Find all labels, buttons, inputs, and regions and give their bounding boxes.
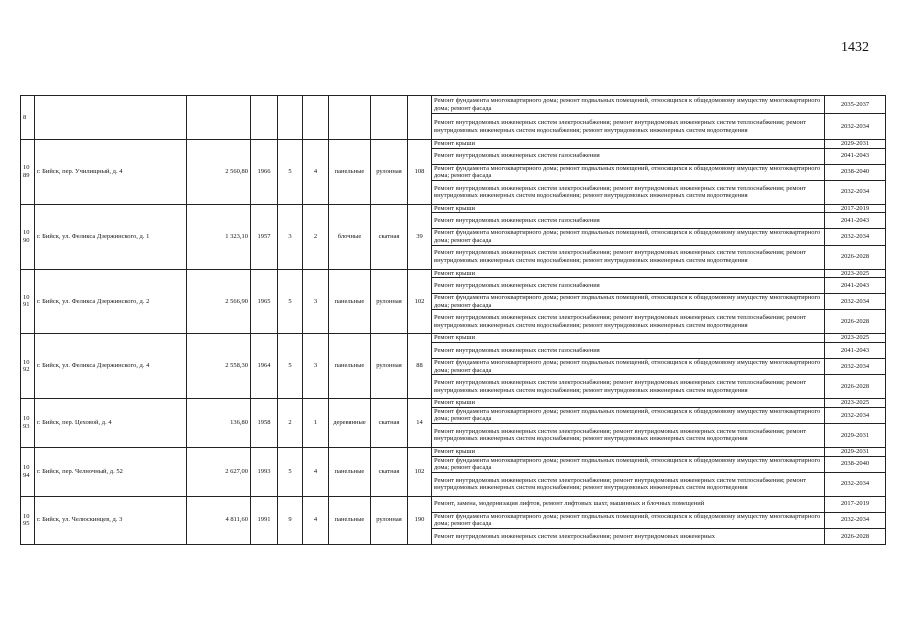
work-description-cell: Ремонт внутридомовых инженерных систем электроснабжения; ремонт внутридомовых инженерных — [432, 528, 825, 544]
work-description-cell: Ремонт внутридомовых инженерных систем газоснабжения — [432, 342, 825, 358]
work-description-cell: Ремонт внутридомовых инженерных систем газоснабжения — [432, 213, 825, 229]
work-period-cell: 2026-2028 — [825, 310, 886, 334]
address-cell: г. Бийск, ул. Феликса Дзержинского, д. 1 — [35, 204, 187, 269]
work-description-cell: Ремонт фундамента многоквартирного дома; ремонт подвальных помещений, относящихся к общедомовому имуществу многоквартирного дома; ремонт фасада — [432, 456, 825, 472]
work-period-cell: 2038-2040 — [825, 456, 886, 472]
floors-cell — [278, 96, 303, 140]
table-row — [21, 447, 886, 456]
row-number: 1093 — [21, 399, 35, 448]
work-period-cell: 2026-2028 — [825, 528, 886, 544]
roof-type-cell: рулонная — [371, 269, 408, 334]
roof-type-cell: скатная — [371, 399, 408, 448]
table-row — [21, 269, 886, 278]
work-description-cell: Ремонт фундамента многоквартирного дома; ремонт подвальных помещений, относящихся к общедомовому имуществу многоквартирного дома; ремонт фасада — [432, 164, 825, 180]
entrances-cell: 2 — [303, 204, 329, 269]
floors-cell: 5 — [278, 140, 303, 205]
apartments-cell: 190 — [408, 496, 432, 544]
work-period-cell: 2032-2034 — [825, 472, 886, 496]
year-cell: 1965 — [251, 269, 278, 334]
address-cell: г. Бийск, ул. Феликса Дзержинского, д. 4 — [35, 334, 187, 399]
row-number: 1090 — [21, 204, 35, 269]
work-period-cell: 2032-2034 — [825, 512, 886, 528]
work-period-cell: 2026-2028 — [825, 245, 886, 269]
work-description-cell: Ремонт фундамента многоквартирного дома; ремонт подвальных помещений, относящихся к общедомовому имуществу многоквартирного дома; ремонт фасада — [432, 229, 825, 245]
work-period-cell: 2032-2034 — [825, 358, 886, 374]
work-description-cell: Ремонт внутридомовых инженерных систем электроснабжения; ремонт внутридомовых инженерных систем теплоснабжения; ремонт внутридомовых инженерных систем водоснабжения; ремонт внутридомовых инженерных систем водоотведения — [432, 180, 825, 204]
apartments-cell — [408, 96, 432, 140]
year-cell — [251, 96, 278, 140]
work-description-cell: Ремонт крыши — [432, 399, 825, 408]
year-cell: 1991 — [251, 496, 278, 544]
work-description-cell: Ремонт фундамента многоквартирного дома; ремонт подвальных помещений, относящихся к общедомовому имуществу многоквартирного дома; ремонт фасада — [432, 512, 825, 528]
work-period-cell: 2032-2034 — [825, 114, 886, 140]
address-cell: г. Бийск, пер. Цеховой, д. 4 — [35, 399, 187, 448]
floors-cell: 9 — [278, 496, 303, 544]
work-period-cell: 2029-2031 — [825, 447, 886, 456]
roof-type-cell: рулонная — [371, 496, 408, 544]
work-description-cell: Ремонт внутридомовых инженерных систем газоснабжения — [432, 148, 825, 164]
table-row — [21, 334, 886, 343]
year-cell: 1958 — [251, 399, 278, 448]
year-cell: 1966 — [251, 140, 278, 205]
work-description-cell: Ремонт фундамента многоквартирного дома; ремонт подвальных помещений, относящихся к общедомовому имуществу многоквартирного дома; ремонт фасада — [432, 96, 825, 114]
entrances-cell: 4 — [303, 447, 329, 496]
table-row — [21, 96, 886, 114]
entrances-cell: 3 — [303, 334, 329, 399]
apartments-cell: 39 — [408, 204, 432, 269]
work-period-cell: 2029-2031 — [825, 140, 886, 149]
work-description-cell: Ремонт внутридомовых инженерных систем электроснабжения; ремонт внутридомовых инженерных систем теплоснабжения; ремонт внутридомовых инженерных систем водоснабжения; ремонт внутридомовых инженерных систем водоотведения — [432, 472, 825, 496]
work-description-cell: Ремонт внутридомовых инженерных систем электроснабжения; ремонт внутридомовых инженерных систем теплоснабжения; ремонт внутридомовых инженерных систем водоснабжения; ремонт внутридомовых инженерных систем водоотведения — [432, 245, 825, 269]
entrances-cell — [303, 96, 329, 140]
roof-type-cell: скатная — [371, 204, 408, 269]
walls-material-cell: деревянные — [329, 399, 371, 448]
entrances-cell: 4 — [303, 496, 329, 544]
work-period-cell: 2023-2025 — [825, 399, 886, 408]
floors-cell: 5 — [278, 334, 303, 399]
work-period-cell: 2041-2043 — [825, 278, 886, 294]
housing-register-table — [20, 95, 886, 545]
work-description-cell: Ремонт крыши — [432, 269, 825, 278]
row-number: 1095 — [21, 496, 35, 544]
area-cell: 2 566,90 — [187, 269, 251, 334]
apartments-cell: 102 — [408, 447, 432, 496]
walls-material-cell: панельные — [329, 140, 371, 205]
address-cell: г. Бийск, ул. Феликса Дзержинского, д. 2 — [35, 269, 187, 334]
walls-material-cell: панельные — [329, 269, 371, 334]
floors-cell: 2 — [278, 399, 303, 448]
row-number: 1089 — [21, 140, 35, 205]
page-number: 1432 — [841, 40, 869, 55]
row-number: 1094 — [21, 447, 35, 496]
work-description-cell: Ремонт фундамента многоквартирного дома; ремонт подвальных помещений, относящихся к общедомовому имуществу многоквартирного дома; ремонт фасада — [432, 294, 825, 310]
work-period-cell: 2041-2043 — [825, 342, 886, 358]
roof-type-cell — [371, 96, 408, 140]
walls-material-cell: панельные — [329, 447, 371, 496]
address-cell: г. Бийск, пер. Училищный, д. 4 — [35, 140, 187, 205]
work-description-cell: Ремонт, замена, модернизация лифтов, ремонт лифтовых шахт, машинных и блочных помещений — [432, 496, 825, 512]
floors-cell: 5 — [278, 447, 303, 496]
address-cell — [35, 96, 187, 140]
work-period-cell: 2023-2025 — [825, 269, 886, 278]
work-period-cell: 2032-2034 — [825, 407, 886, 423]
walls-material-cell: панельные — [329, 334, 371, 399]
area-cell: 1 323,10 — [187, 204, 251, 269]
area-cell — [187, 96, 251, 140]
entrances-cell: 1 — [303, 399, 329, 448]
year-cell: 1993 — [251, 447, 278, 496]
apartments-cell: 108 — [408, 140, 432, 205]
table-row — [21, 204, 886, 213]
row-number: 8 — [21, 96, 35, 140]
address-cell: г. Бийск, ул. Челюскинцев, д. 3 — [35, 496, 187, 544]
work-period-cell: 2038-2040 — [825, 164, 886, 180]
work-description-cell: Ремонт внутридомовых инженерных систем газоснабжения — [432, 278, 825, 294]
work-description-cell: Ремонт внутридомовых инженерных систем электроснабжения; ремонт внутридомовых инженерных систем теплоснабжения; ремонт внутридомовых инженерных систем водоснабжения; ремонт внутридомовых инженерных систем водоотведения — [432, 423, 825, 447]
walls-material-cell — [329, 96, 371, 140]
work-period-cell: 2017-2019 — [825, 496, 886, 512]
entrances-cell: 4 — [303, 140, 329, 205]
work-description-cell: Ремонт внутридомовых инженерных систем электроснабжения; ремонт внутридомовых инженерных систем теплоснабжения; ремонт внутридомовых инженерных систем водоснабжения; ремонт внутридомовых инженерных систем водоотведения — [432, 310, 825, 334]
table-row — [21, 399, 886, 408]
work-description-cell: Ремонт крыши — [432, 447, 825, 456]
floors-cell: 5 — [278, 269, 303, 334]
work-description-cell: Ремонт фундамента многоквартирного дома; ремонт подвальных помещений, относящихся к общедомовому имуществу многоквартирного дома; ремонт фасада — [432, 358, 825, 374]
walls-material-cell: блочные — [329, 204, 371, 269]
roof-type-cell: рулонная — [371, 140, 408, 205]
table-row — [21, 496, 886, 512]
work-description-cell: Ремонт внутридомовых инженерных систем электроснабжения; ремонт внутридомовых инженерных систем теплоснабжения; ремонт внутридомовых инженерных систем водоснабжения; ремонт внутридомовых инженерных систем водоотведения — [432, 375, 825, 399]
work-period-cell: 2017-2019 — [825, 204, 886, 213]
work-description-cell: Ремонт крыши — [432, 140, 825, 149]
floors-cell: 3 — [278, 204, 303, 269]
area-cell: 2 558,30 — [187, 334, 251, 399]
work-period-cell: 2029-2031 — [825, 423, 886, 447]
year-cell: 1964 — [251, 334, 278, 399]
area-cell: 2 560,80 — [187, 140, 251, 205]
work-period-cell: 2026-2028 — [825, 375, 886, 399]
work-period-cell: 2032-2034 — [825, 229, 886, 245]
row-number: 1091 — [21, 269, 35, 334]
area-cell: 4 811,60 — [187, 496, 251, 544]
work-period-cell: 2032-2034 — [825, 180, 886, 204]
row-number: 1092 — [21, 334, 35, 399]
table-body — [21, 96, 886, 545]
work-period-cell: 2035-2037 — [825, 96, 886, 114]
address-cell: г. Бийск, пер. Челночный, д. 52 — [35, 447, 187, 496]
roof-type-cell: скатная — [371, 447, 408, 496]
area-cell: 2 627,00 — [187, 447, 251, 496]
walls-material-cell: панельные — [329, 496, 371, 544]
apartments-cell: 102 — [408, 269, 432, 334]
work-period-cell: 2041-2043 — [825, 213, 886, 229]
work-description-cell: Ремонт внутридомовых инженерных систем электроснабжения; ремонт внутридомовых инженерных систем теплоснабжения; ремонт внутридомовых инженерных систем водоснабжения; ремонт внутридомовых инженерных систем водоотведения — [432, 114, 825, 140]
work-period-cell: 2041-2043 — [825, 148, 886, 164]
area-cell: 136,80 — [187, 399, 251, 448]
roof-type-cell: рулонная — [371, 334, 408, 399]
apartments-cell: 88 — [408, 334, 432, 399]
work-description-cell: Ремонт крыши — [432, 204, 825, 213]
work-period-cell: 2032-2034 — [825, 294, 886, 310]
year-cell: 1957 — [251, 204, 278, 269]
work-period-cell: 2023-2025 — [825, 334, 886, 343]
table-row — [21, 140, 886, 149]
work-description-cell: Ремонт фундамента многоквартирного дома; ремонт подвальных помещений, относящихся к общедомовому имуществу многоквартирного дома; ремонт фасада — [432, 407, 825, 423]
apartments-cell: 14 — [408, 399, 432, 448]
work-description-cell: Ремонт крыши — [432, 334, 825, 343]
entrances-cell: 3 — [303, 269, 329, 334]
